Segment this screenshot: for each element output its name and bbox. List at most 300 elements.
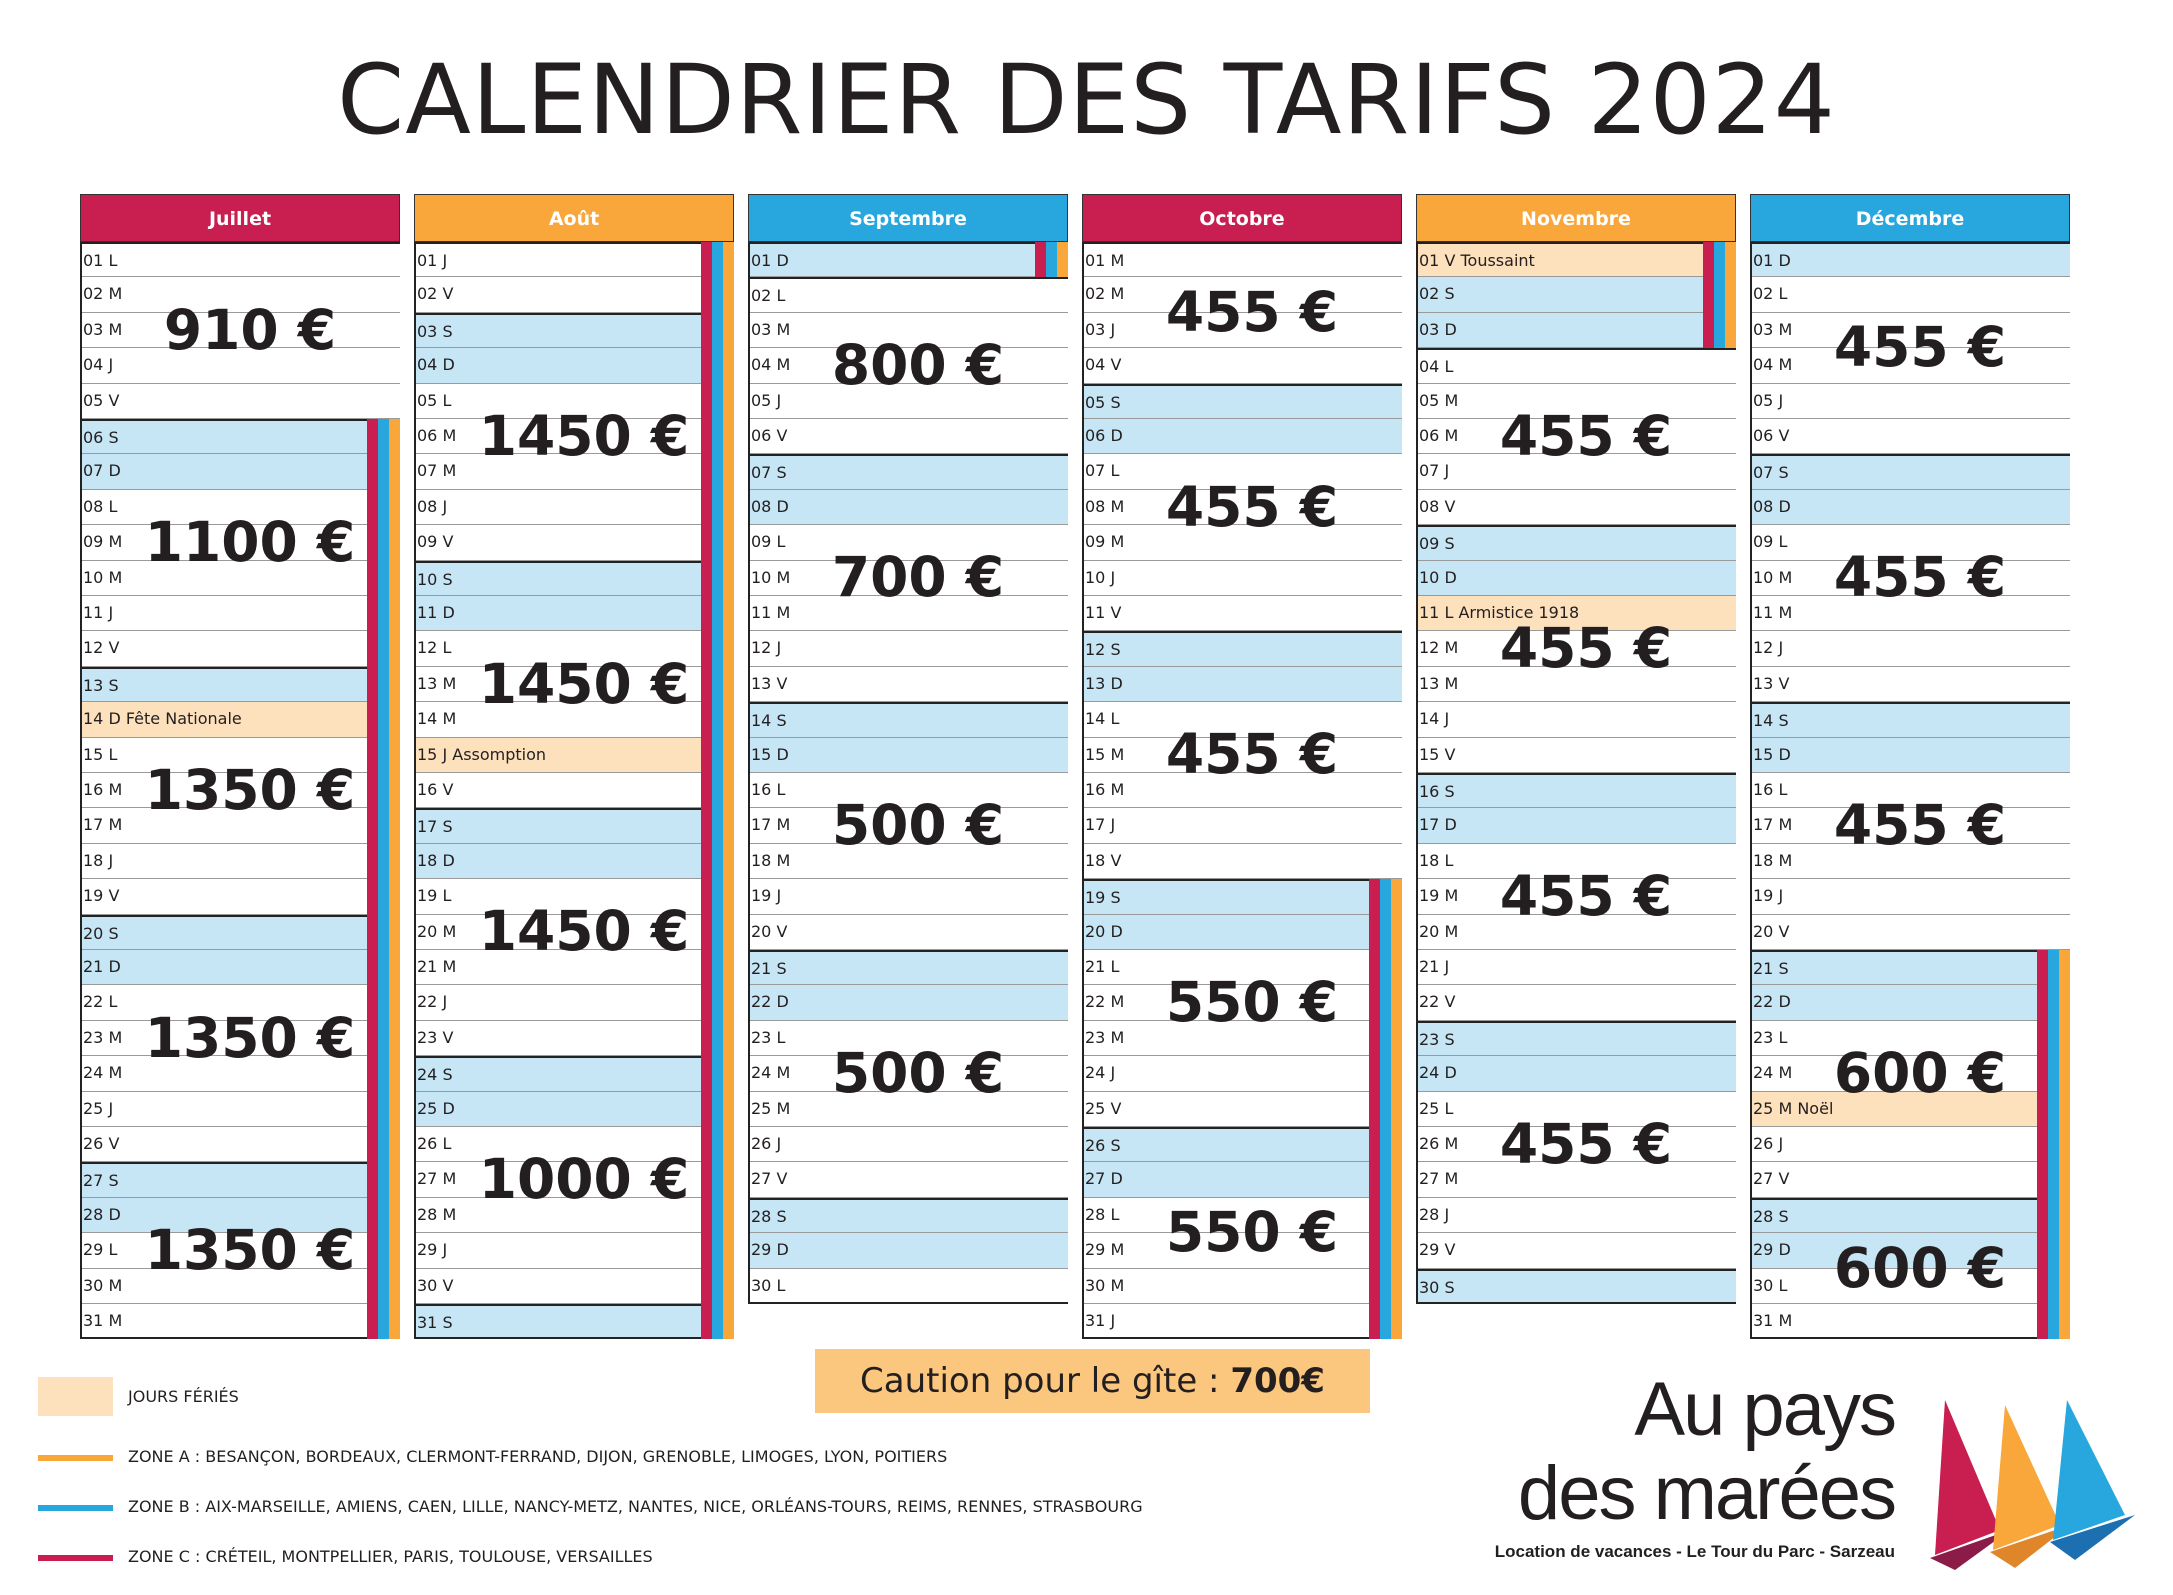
zone-a-bar [1725, 277, 1736, 312]
day-row: 21 D [80, 950, 367, 985]
week-price: 1350 € [144, 1217, 356, 1282]
day-row: 13 V [748, 667, 1068, 702]
zone-c-bar [367, 1092, 378, 1127]
zone-a-bar [389, 490, 400, 525]
zone-a-bar [723, 915, 734, 950]
zone-c-bar [701, 242, 712, 277]
day-row: 19 J [748, 879, 1068, 914]
zone-b-bar [378, 844, 389, 879]
zone-b-bar [712, 1162, 723, 1197]
day-row: 21 J [1416, 950, 1736, 985]
zone-a-bar [2059, 1162, 2070, 1197]
zone-a-bar [389, 808, 400, 843]
zone-c-bar [367, 419, 378, 454]
brand-line-1: Au pays [1634, 1367, 1895, 1452]
day-row: 18 M [748, 844, 1068, 879]
zone-c-bar [2037, 1162, 2048, 1197]
zone-c-bar [701, 277, 712, 312]
zone-a-bar [723, 1198, 734, 1233]
zone-b-bar [2048, 1056, 2059, 1091]
day-row: 20 V [1750, 915, 2070, 950]
day-row: 04 M [748, 348, 1068, 383]
zone-a-bar [723, 667, 734, 702]
zone-c-bar [701, 1092, 712, 1127]
day-row: 17 S [414, 808, 701, 843]
zone-b-bar [712, 596, 723, 631]
day-row: 19 V [80, 879, 367, 914]
column-border [1082, 242, 1084, 1339]
zone-a-bar [389, 879, 400, 914]
zone-b-bar [378, 879, 389, 914]
zone-a-bar [2059, 1269, 2070, 1304]
zone-a-bar [1391, 950, 1402, 985]
day-row: 15 M [1082, 738, 1402, 773]
month-header: Décembre [1750, 194, 2070, 242]
week-price: 550 € [1165, 1200, 1339, 1265]
zone-a-bar [2059, 950, 2070, 985]
zone-c-bar [701, 1269, 712, 1304]
zone-a-bar [389, 985, 400, 1020]
day-row: 31 S [414, 1304, 701, 1339]
month-column [1416, 194, 1736, 1331]
zone-c-bar [1369, 985, 1380, 1020]
zone-a-bar [2059, 1092, 2070, 1127]
day-row: 23 L [748, 1021, 1068, 1056]
day-row: 05 S [1082, 384, 1402, 419]
zone-c-bar [2037, 950, 2048, 985]
zone-b-bar [378, 738, 389, 773]
day-row: 16 L [748, 773, 1068, 808]
day-row: 07 L [1082, 454, 1402, 489]
day-row: 11 V [1082, 596, 1402, 631]
day-row: 30 M [1082, 1269, 1369, 1304]
day-row: 23 M [1082, 1021, 1369, 1056]
day-row: 26 S [1082, 1127, 1369, 1162]
day-row: 27 V [748, 1162, 1068, 1197]
zone-b-bar [2048, 1269, 2059, 1304]
zone-a-bar [723, 1056, 734, 1091]
day-row: 04 J [80, 348, 400, 383]
day-row: 22 L [80, 985, 367, 1020]
page-title: CALENDRIER DES TARIFS 2024 [337, 44, 1836, 156]
zone-b-bar [712, 1198, 723, 1233]
zone-c-bar [2037, 1269, 2048, 1304]
zone-b-bar [712, 702, 723, 737]
zone-c-bar [701, 384, 712, 419]
zone-b-bar [712, 879, 723, 914]
day-row: 20 V [748, 915, 1068, 950]
zone-a-bar [723, 1021, 734, 1056]
day-row: 15 D [748, 738, 1068, 773]
zone-a-bar [723, 1304, 734, 1339]
day-row: 01 D [1750, 242, 2070, 277]
zone-a-bar [723, 773, 734, 808]
zone-c-bar [701, 419, 712, 454]
day-row: 20 M [414, 915, 701, 950]
zone-c-bar [701, 667, 712, 702]
zone-c-bar [701, 596, 712, 631]
zone-c-bar [367, 879, 378, 914]
day-row: 03 M [80, 313, 400, 348]
zone-a-bar [389, 454, 400, 489]
day-row: 23 V [414, 1021, 701, 1056]
zone-c-bar [1369, 915, 1380, 950]
zone-c-bar [701, 631, 712, 666]
zone-a-bar [1391, 1269, 1402, 1304]
zone-a-bar [2059, 1127, 2070, 1162]
zone-b-bar [378, 454, 389, 489]
day-row: 21 L [1082, 950, 1369, 985]
zone-b-bar [1380, 1304, 1391, 1339]
day-row: 04 M [1750, 348, 2070, 383]
zone-a-bar [1391, 985, 1402, 1020]
zone-a-bar [389, 667, 400, 702]
zone-c-bar [2037, 1198, 2048, 1233]
day-row: 11 L Armistice 1918 [1416, 596, 1736, 631]
zone-a-bar [389, 773, 400, 808]
zone-a-bar [723, 454, 734, 489]
legend-holiday-label: JOURS FÉRIÉS [128, 1387, 239, 1406]
zone-b-bar [378, 1092, 389, 1127]
day-row: 10 M [80, 561, 367, 596]
zone-c-bar [701, 1304, 712, 1339]
zone-b-bar [712, 384, 723, 419]
month-header: Juillet [80, 194, 400, 242]
zone-c-bar [701, 454, 712, 489]
zone-b-bar [1714, 242, 1725, 277]
day-row: 03 J [1082, 313, 1402, 348]
day-row: 14 D Fête Nationale [80, 702, 400, 737]
day-row: 29 V [1416, 1233, 1736, 1268]
day-row: 31 M [80, 1304, 367, 1339]
day-row: 26 J [748, 1127, 1068, 1162]
zone-b-bar [712, 985, 723, 1020]
day-row: 08 D [1750, 490, 2070, 525]
week-price: 455 € [1499, 863, 1673, 928]
day-row: 02 M [1082, 277, 1402, 312]
zone-b-bar [378, 667, 389, 702]
zone-c-bar [701, 1162, 712, 1197]
week-price: 600 € [1833, 1040, 2007, 1105]
zone-c-bar [367, 596, 378, 631]
zone-c-bar [701, 950, 712, 985]
column-border [1750, 242, 1752, 1339]
day-row: 01 D [748, 242, 1035, 277]
zone-a-bar [389, 702, 400, 737]
week-price: 1450 € [478, 403, 690, 468]
day-row: 21 M [414, 950, 701, 985]
column-border [1416, 242, 1418, 1304]
zone-c-bar [1369, 1056, 1380, 1091]
month-header: Septembre [748, 194, 1068, 242]
zone-b-bar [2048, 1092, 2059, 1127]
zone-b-bar [712, 844, 723, 879]
zone-b-bar [378, 1269, 389, 1304]
zone-a-bar [1391, 1304, 1402, 1339]
day-row: 02 V [414, 277, 701, 312]
zone-a-bar [389, 915, 400, 950]
day-row: 06 S [80, 419, 367, 454]
zone-c-bar [367, 1269, 378, 1304]
day-row: 19 J [1750, 879, 2070, 914]
month-column [1082, 194, 1402, 1331]
day-row: 17 M [80, 808, 367, 843]
zone-a-bar [723, 985, 734, 1020]
zone-a-bar [2059, 1198, 2070, 1233]
zone-a-bar [389, 596, 400, 631]
week-price: 500 € [831, 793, 1005, 858]
week-price: 455 € [1499, 616, 1673, 681]
zone-c-bar [701, 915, 712, 950]
zone-b-bar [2048, 1233, 2059, 1268]
day-row: 31 J [1082, 1304, 1369, 1339]
column-border [748, 242, 750, 1304]
day-row: 07 D [80, 454, 367, 489]
week-price: 455 € [1833, 315, 2007, 380]
zone-b-bar [712, 454, 723, 489]
zone-b-bar [712, 1127, 723, 1162]
day-row: 16 V [414, 773, 701, 808]
zone-b-bar [378, 419, 389, 454]
zone-a-bar [1057, 242, 1068, 277]
day-row: 14 S [1750, 702, 2070, 737]
legend-zone-b-line [38, 1505, 113, 1511]
day-row: 09 M [80, 525, 367, 560]
legend-zone-c-label: ZONE C : CRÉTEIL, MONTPELLIER, PARIS, TOULOUSE, VERSAILLES [128, 1547, 653, 1566]
zone-a-bar [723, 1233, 734, 1268]
zone-a-bar [389, 1304, 400, 1339]
zone-c-bar [367, 561, 378, 596]
day-row: 06 V [748, 419, 1068, 454]
zone-a-bar [723, 879, 734, 914]
zone-c-bar [701, 738, 712, 773]
day-row: 17 M [1750, 808, 2070, 843]
zone-b-bar [1380, 1198, 1391, 1233]
zone-b-bar [712, 1269, 723, 1304]
day-row: 23 L [1750, 1021, 2037, 1056]
zone-c-bar [701, 1056, 712, 1091]
day-row: 03 M [748, 313, 1068, 348]
zone-c-bar [701, 1021, 712, 1056]
zone-c-bar [2037, 1233, 2048, 1268]
day-row: 10 D [1416, 561, 1736, 596]
zone-a-bar [389, 1198, 400, 1233]
day-row: 22 D [1750, 985, 2037, 1020]
zone-c-bar [367, 667, 378, 702]
week-price: 455 € [1165, 474, 1339, 539]
day-row: 30 V [414, 1269, 701, 1304]
day-row: 08 V [1416, 490, 1736, 525]
zone-b-bar [1380, 1162, 1391, 1197]
day-row: 12 J [748, 631, 1068, 666]
zone-b-bar [1714, 277, 1725, 312]
zone-a-bar [723, 242, 734, 277]
day-row: 06 V [1750, 419, 2070, 454]
zone-a-bar [389, 950, 400, 985]
zone-b-bar [378, 490, 389, 525]
zone-a-bar [389, 1162, 400, 1197]
day-row: 18 L [1416, 844, 1736, 879]
day-row: 06 M [1416, 419, 1736, 454]
zone-b-bar [378, 1162, 389, 1197]
zone-a-bar [1391, 1198, 1402, 1233]
zone-a-bar [389, 1269, 400, 1304]
zone-b-bar [712, 1021, 723, 1056]
day-row: 10 M [1750, 561, 2070, 596]
day-row: 10 S [414, 561, 701, 596]
day-row: 18 V [1082, 844, 1402, 879]
zone-c-bar [1369, 1127, 1380, 1162]
day-row: 01 M [1082, 242, 1402, 277]
zone-b-bar [378, 1304, 389, 1339]
day-row: 27 S [80, 1162, 367, 1197]
week-price: 455 € [1833, 545, 2007, 610]
day-row: 17 M [748, 808, 1068, 843]
zone-a-bar [2059, 985, 2070, 1020]
day-row: 12 M [1416, 631, 1736, 666]
day-row: 08 M [1082, 490, 1402, 525]
day-row: 24 S [414, 1056, 701, 1091]
week-price: 600 € [1833, 1235, 2007, 1300]
week-price: 1100 € [144, 509, 356, 574]
day-row: 27 V [1750, 1162, 2037, 1197]
zone-a-bar [389, 738, 400, 773]
day-row: 30 L [1750, 1269, 2037, 1304]
zone-b-bar [1380, 879, 1391, 914]
zone-a-bar [723, 738, 734, 773]
day-row: 04 V [1082, 348, 1402, 383]
day-row: 11 M [748, 596, 1068, 631]
zone-b-bar [2048, 1162, 2059, 1197]
zone-a-bar [723, 525, 734, 560]
zone-c-bar [701, 525, 712, 560]
day-row: 25 M Noël [1750, 1092, 2070, 1127]
day-row: 19 S [1082, 879, 1369, 914]
zone-b-bar [378, 985, 389, 1020]
zone-b-bar [378, 1127, 389, 1162]
zone-c-bar [367, 808, 378, 843]
day-row: 11 M [1750, 596, 2070, 631]
zone-a-bar [1391, 1162, 1402, 1197]
zone-b-bar [1714, 313, 1725, 348]
day-row: 20 M [1416, 915, 1736, 950]
zone-a-bar [723, 631, 734, 666]
day-row: 27 M [414, 1162, 701, 1197]
zone-c-bar [701, 985, 712, 1020]
day-row: 24 D [1416, 1056, 1736, 1091]
zone-b-bar [378, 631, 389, 666]
week-price: 700 € [831, 545, 1005, 610]
day-row: 30 L [748, 1269, 1068, 1304]
day-row: 01 L [80, 242, 400, 277]
day-row: 31 M [1750, 1304, 2037, 1339]
day-row: 13 V [1750, 667, 2070, 702]
zone-b-bar [2048, 1127, 2059, 1162]
day-row: 26 M [1416, 1127, 1736, 1162]
day-row: 14 L [1082, 702, 1402, 737]
zone-b-bar [1380, 1233, 1391, 1268]
day-row: 28 J [1416, 1198, 1736, 1233]
day-row: 02 L [1750, 277, 2070, 312]
zone-c-bar [367, 1198, 378, 1233]
day-row: 23 S [1416, 1021, 1736, 1056]
day-row: 17 D [1416, 808, 1736, 843]
zone-b-bar [378, 773, 389, 808]
day-row: 26 V [80, 1127, 367, 1162]
zone-b-bar [712, 773, 723, 808]
day-row: 28 S [1750, 1198, 2037, 1233]
zone-c-bar [701, 561, 712, 596]
day-row: 05 V [80, 384, 400, 419]
month-header: Octobre [1082, 194, 1402, 242]
zone-a-bar [389, 844, 400, 879]
zone-b-bar [2048, 950, 2059, 985]
day-row: 06 M [414, 419, 701, 454]
week-price: 550 € [1165, 970, 1339, 1035]
legend-zone-a-label: ZONE A : BESANÇON, BORDEAUX, CLERMONT-FERRAND, DIJON, GRENOBLE, LIMOGES, LYON, POITIERS [128, 1447, 948, 1466]
zone-a-bar [389, 525, 400, 560]
zone-c-bar [1369, 1233, 1380, 1268]
zone-c-bar [2037, 985, 2048, 1020]
zone-a-bar [723, 348, 734, 383]
zone-b-bar [712, 313, 723, 348]
day-row: 29 L [80, 1233, 367, 1268]
zone-c-bar [701, 702, 712, 737]
zone-a-bar [389, 1127, 400, 1162]
brand-line-2: des marées [1517, 1451, 1895, 1536]
day-row: 02 M [80, 277, 400, 312]
zone-b-bar [378, 1021, 389, 1056]
zone-b-bar [378, 525, 389, 560]
zone-c-bar [2037, 1092, 2048, 1127]
zone-a-bar [389, 1092, 400, 1127]
zone-c-bar [701, 773, 712, 808]
zone-c-bar [367, 950, 378, 985]
zone-c-bar [367, 773, 378, 808]
zone-b-bar [378, 561, 389, 596]
zone-b-bar [378, 1198, 389, 1233]
day-row: 10 M [748, 561, 1068, 596]
zone-a-bar [1391, 915, 1402, 950]
day-row: 28 D [80, 1198, 367, 1233]
caution-value: 700€ [1230, 1361, 1325, 1401]
day-row: 10 J [1082, 561, 1402, 596]
zone-c-bar [2037, 1127, 2048, 1162]
day-row: 22 D [748, 985, 1068, 1020]
day-row: 14 S [748, 702, 1068, 737]
day-row: 18 D [414, 844, 701, 879]
zone-a-bar [1391, 1021, 1402, 1056]
day-row: 16 M [1082, 773, 1402, 808]
zone-a-bar [723, 384, 734, 419]
day-row: 16 M [80, 773, 367, 808]
day-row: 21 S [748, 950, 1068, 985]
week-price: 1450 € [478, 651, 690, 716]
day-row: 22 M [1082, 985, 1369, 1020]
day-row: 03 S [414, 313, 701, 348]
zone-c-bar [1035, 242, 1046, 277]
week-price: 1350 € [144, 757, 356, 822]
zone-a-bar [1391, 1233, 1402, 1268]
day-row: 29 J [414, 1233, 701, 1268]
zone-b-bar [712, 561, 723, 596]
zone-a-bar [723, 596, 734, 631]
month-column [414, 194, 734, 1331]
zone-c-bar [701, 808, 712, 843]
day-row: 15 V [1416, 738, 1736, 773]
day-row: 03 M [1750, 313, 2070, 348]
legend-zone-b-label: ZONE B : AIX-MARSEILLE, AMIENS, CAEN, LILLE, NANCY-METZ, NANTES, NICE, ORLÉANS-TOURS, REIMS, RENNES, STRASBOURG [128, 1497, 1143, 1516]
